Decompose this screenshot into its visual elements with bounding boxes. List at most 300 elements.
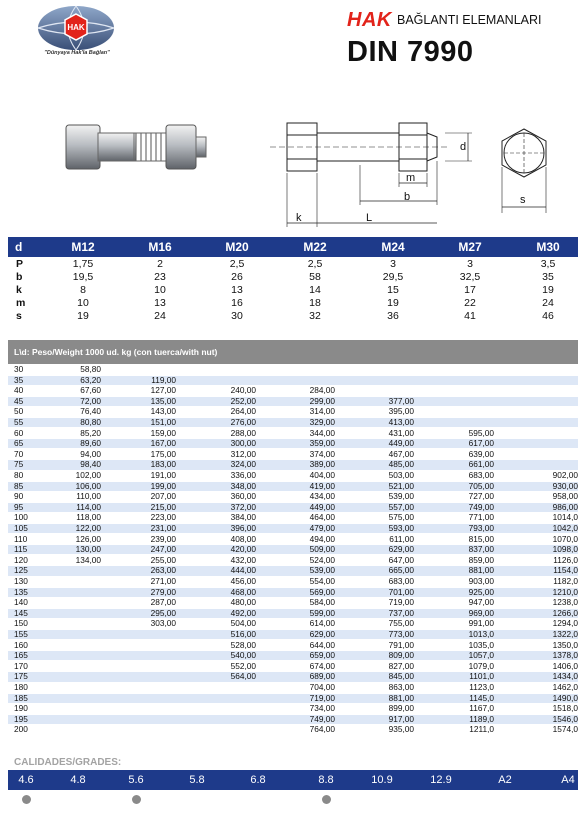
weight-cell: 58,80 <box>80 364 101 374</box>
dim-label-k: k <box>296 212 302 224</box>
weight-cell: 1042,0 <box>552 523 578 533</box>
weight-cell: 279,00 <box>150 586 176 597</box>
weight-cell: 903,00 <box>468 576 494 586</box>
weight-row-length: 170 <box>14 660 28 671</box>
weight-cell: 665,00 <box>388 565 414 576</box>
weight-cell: 167,00 <box>150 438 176 449</box>
weight-row <box>8 694 578 703</box>
weight-cell: 1210,0 <box>552 586 578 597</box>
weight-cell: 223,00 <box>150 512 176 523</box>
weight-row <box>8 386 578 395</box>
weight-cell: 1490,0 <box>552 692 578 703</box>
weight-cell: 991,00 <box>468 618 494 629</box>
weight-row <box>8 556 578 565</box>
dimension-cell: 8 <box>80 284 86 296</box>
weight-row <box>8 365 578 374</box>
weight-cell: 287,00 <box>150 597 176 608</box>
weight-cell: 110,00 <box>76 491 101 502</box>
weight-cell: 183,00 <box>150 459 176 470</box>
weight-cell: 1378,0 <box>552 650 578 661</box>
size-header-m20: M20 <box>225 240 249 254</box>
grade-label: 8.8 <box>318 774 334 786</box>
dimension-cell: 13 <box>154 297 166 309</box>
weight-row-length: 115 <box>14 544 28 555</box>
weight-cell: 595,00 <box>468 427 494 438</box>
brand-name: HAK <box>347 9 392 31</box>
weight-row-length: 80 <box>14 470 24 480</box>
weight-cell: 593,00 <box>388 523 414 533</box>
weight-row-length: 195 <box>14 713 28 724</box>
weight-cell: 271,00 <box>150 576 176 586</box>
weight-cell: 118,00 <box>76 512 101 523</box>
weight-cell: 719,00 <box>309 692 335 703</box>
weight-cell: 76,40 <box>80 406 101 417</box>
weight-row-length: 175 <box>14 671 28 682</box>
weight-cell: 827,00 <box>388 660 414 671</box>
weight-cell: 947,00 <box>468 597 494 608</box>
weight-cell: 72,00 <box>80 395 101 406</box>
weight-cell: 239,00 <box>150 533 176 544</box>
weight-row-length: 135 <box>14 586 28 597</box>
weight-cell: 63,20 <box>80 374 101 385</box>
weight-row-length: 180 <box>14 682 28 692</box>
weight-row <box>8 545 578 554</box>
dimension-cell: 22 <box>464 297 476 309</box>
weight-cell: 859,00 <box>468 554 494 565</box>
weight-cell: 444,00 <box>230 565 256 576</box>
weight-cell: 935,00 <box>388 724 414 735</box>
weight-cell: 419,00 <box>309 480 335 491</box>
weight-cell: 348,00 <box>230 480 256 491</box>
weight-cell: 1182,0 <box>553 576 578 586</box>
dimension-cell: 10 <box>154 284 166 296</box>
weight-cell: 303,00 <box>150 618 176 629</box>
weight-cell: 420,00 <box>230 544 256 555</box>
weight-cell: 809,00 <box>388 650 414 661</box>
weight-row-length: 120 <box>14 554 28 565</box>
weight-cell: 503,00 <box>388 470 414 480</box>
dimension-cell: 15 <box>387 284 399 296</box>
weight-cell: 1101,0 <box>469 671 494 682</box>
weight-cell: 683,00 <box>388 576 414 586</box>
weight-row <box>8 577 578 586</box>
dimension-cell: 3,5 <box>540 258 556 270</box>
weight-row <box>8 651 578 660</box>
weight-cell: 516,00 <box>230 629 256 639</box>
weight-cell: 575,00 <box>388 512 414 523</box>
weight-cell: 629,00 <box>309 629 335 639</box>
dimension-cell: 30 <box>231 310 243 322</box>
weight-cell: 231,00 <box>150 523 176 533</box>
grades-title: CALIDADES/GRADES: <box>14 757 122 768</box>
weight-cell: 1238,0 <box>552 597 578 608</box>
weight-cell: 98,40 <box>80 459 101 470</box>
dimension-cell: 29,5 <box>382 271 404 283</box>
weight-row-length: 95 <box>14 501 24 512</box>
weight-cell: 284,00 <box>309 385 335 396</box>
weight-row <box>8 397 578 406</box>
weight-cell: 930,00 <box>552 480 578 491</box>
weight-cell: 135,00 <box>150 395 176 406</box>
dimension-cell: 14 <box>309 284 321 296</box>
weight-cell: 1574,0 <box>552 724 578 735</box>
weight-cell: 611,00 <box>389 533 414 544</box>
weight-row <box>8 630 578 639</box>
weight-cell: 494,00 <box>309 533 335 544</box>
weight-cell: 1126,0 <box>553 554 578 565</box>
brand-subtitle: BAĞLANTI ELEMANLARI <box>397 13 542 27</box>
weight-row-length: 140 <box>14 597 28 608</box>
weight-cell: 467,00 <box>388 448 414 459</box>
weight-cell: 504,00 <box>230 618 256 629</box>
dim-label-L: L <box>366 212 373 224</box>
weight-row <box>8 524 578 533</box>
weight-cell: 89,60 <box>80 438 101 449</box>
weight-cell: 384,00 <box>230 512 256 523</box>
weight-cell: 659,00 <box>309 650 335 661</box>
weight-cell: 408,00 <box>230 533 256 544</box>
grade-label: 5.6 <box>128 774 144 786</box>
weight-cell: 1014,0 <box>552 512 578 523</box>
logo-text: HAK <box>67 23 85 32</box>
weight-cell: 431,00 <box>388 427 414 438</box>
weight-cell: 336,00 <box>230 470 256 480</box>
weight-cell: 276,00 <box>230 417 256 427</box>
grade-label: 10.9 <box>371 774 393 786</box>
weight-cell: 134,00 <box>75 554 101 565</box>
dimension-cell: 26 <box>231 271 243 283</box>
grade-available-dot-icon <box>322 795 331 804</box>
weight-cell: 539,00 <box>309 565 335 576</box>
weight-cell: 80,80 <box>80 417 101 427</box>
weight-row-length: 40 <box>14 385 24 396</box>
dimension-row-b <box>8 271 578 284</box>
weight-table-header <box>8 340 578 364</box>
logo-tagline: "Dünyaya Hak'la Bağlan" <box>44 50 110 56</box>
weight-cell: 925,00 <box>468 586 494 597</box>
weight-row <box>8 683 578 692</box>
weight-cell: 1035,0 <box>468 639 494 650</box>
grade-label: 6.8 <box>250 774 266 786</box>
weight-cell: 300,00 <box>230 438 256 449</box>
weight-cell: 540,00 <box>230 650 256 661</box>
weight-row-length: 130 <box>14 576 28 586</box>
weight-row-length: 155 <box>14 629 28 639</box>
weight-cell: 557,00 <box>388 501 414 512</box>
weight-cell: 771,00 <box>468 512 494 523</box>
weight-cell: 114,00 <box>76 501 101 512</box>
weight-cell: 1098,0 <box>552 544 578 555</box>
dimension-cell: 32 <box>309 310 321 322</box>
weight-row-length: 165 <box>14 650 28 661</box>
weight-cell: 737,00 <box>388 607 414 618</box>
weight-cell: 749,00 <box>468 501 494 512</box>
weight-cell: 1070,0 <box>552 533 578 544</box>
weight-row <box>8 492 578 501</box>
bolt-photo-icon <box>66 125 206 169</box>
weight-cell: 1546,0 <box>552 713 578 724</box>
weight-cell: 791,00 <box>388 639 414 650</box>
dimension-cell: 19 <box>387 297 399 309</box>
weight-cell: 480,00 <box>230 597 256 608</box>
dimension-cell: 3 <box>390 258 396 270</box>
weight-cell: 389,00 <box>309 459 335 470</box>
grade-label: A2 <box>498 774 512 786</box>
weight-cell: 1406,0 <box>552 660 578 671</box>
weight-cell: 143,00 <box>150 406 176 417</box>
weight-cell: 359,00 <box>309 438 335 449</box>
grade-label: 5.8 <box>189 774 205 786</box>
dim-label-s: s <box>520 194 526 206</box>
dimension-cell: 58 <box>309 271 321 283</box>
weight-cell: 1350,0 <box>552 639 578 650</box>
weight-cell: 215,00 <box>150 501 176 512</box>
weight-cell: 1145,0 <box>469 692 494 703</box>
weight-row <box>8 619 578 628</box>
weight-cell: 456,00 <box>230 576 256 586</box>
weight-cell: 413,00 <box>388 417 414 427</box>
weight-cell: 207,00 <box>150 491 176 502</box>
weight-cell: 396,00 <box>230 523 256 533</box>
weight-row <box>8 672 578 681</box>
dimension-row-label: P <box>16 258 24 270</box>
weight-row <box>8 704 578 713</box>
weight-cell: 845,00 <box>388 671 414 682</box>
weight-row <box>8 535 578 544</box>
weight-row <box>8 588 578 597</box>
grade-available-dot-icon <box>132 795 141 804</box>
dimension-cell: 19 <box>77 310 89 322</box>
weight-row <box>8 503 578 512</box>
weight-row-length: 90 <box>14 491 24 502</box>
weight-cell: 374,00 <box>309 448 335 459</box>
weight-cell: 639,00 <box>468 448 494 459</box>
weight-cell: 94,00 <box>80 448 101 459</box>
weight-row <box>8 418 578 427</box>
weight-cell: 175,00 <box>150 448 176 459</box>
dimension-header-label: d <box>15 240 23 254</box>
weight-cell: 554,00 <box>309 576 335 586</box>
weight-cell: 199,00 <box>150 480 176 491</box>
weight-cell: 521,00 <box>388 480 414 491</box>
weight-row <box>8 439 578 448</box>
weight-cell: 1211,0 <box>469 724 494 735</box>
weight-cell: 449,00 <box>388 438 414 449</box>
dimension-cell: 2,5 <box>307 258 323 270</box>
weight-cell: 837,00 <box>468 544 494 555</box>
size-header-m22: M22 <box>303 240 327 254</box>
dimension-row-label: b <box>16 271 23 283</box>
weight-row <box>8 725 578 734</box>
weight-cell: 539,00 <box>388 491 414 502</box>
dimension-row-label: k <box>16 284 22 296</box>
weight-row <box>8 482 578 491</box>
weight-cell: 252,00 <box>230 395 256 406</box>
weight-row <box>8 715 578 724</box>
weight-cell: 1518,0 <box>552 703 578 714</box>
weight-cell: 492,00 <box>230 607 256 618</box>
dimension-cell: 24 <box>542 297 554 309</box>
dimension-cell: 35 <box>542 271 554 283</box>
weight-cell: 881,00 <box>388 692 414 703</box>
weight-cell: 288,00 <box>230 427 256 438</box>
weight-row <box>8 407 578 416</box>
weight-row <box>8 662 578 671</box>
weight-row-length: 105 <box>14 523 28 533</box>
weight-cell: 509,00 <box>309 544 335 555</box>
grade-label: 4.8 <box>70 774 86 786</box>
weight-cell: 1266,0 <box>552 607 578 618</box>
weight-row <box>8 429 578 438</box>
size-header-m12: M12 <box>71 240 95 254</box>
bolt-drawings <box>0 95 586 235</box>
weight-cell: 661,00 <box>468 459 494 470</box>
weight-row <box>8 609 578 618</box>
weight-cell: 468,00 <box>230 586 256 597</box>
weight-cell: 584,00 <box>309 597 335 608</box>
weight-row-length: 85 <box>14 480 24 491</box>
weight-cell: 1123,0 <box>469 682 494 692</box>
size-header-m27: M27 <box>458 240 482 254</box>
dimension-cell: 32,5 <box>459 271 481 283</box>
weight-cell: 599,00 <box>309 607 335 618</box>
weight-cell: 372,00 <box>230 501 256 512</box>
weight-cell: 130,00 <box>75 544 101 555</box>
weight-row <box>8 450 578 459</box>
weight-cell: 264,00 <box>230 406 256 417</box>
weight-cell: 704,00 <box>309 682 335 692</box>
size-header-m30: M30 <box>536 240 560 254</box>
weight-row-length: 45 <box>14 395 24 406</box>
weight-cell: 151,00 <box>150 417 176 427</box>
weight-row-length: 190 <box>14 703 28 714</box>
weight-cell: 773,00 <box>388 629 414 639</box>
weight-cell: 122,00 <box>75 523 101 533</box>
weight-cell: 247,00 <box>150 544 176 555</box>
weight-cell: 764,00 <box>309 724 335 735</box>
weight-cell: 295,00 <box>150 607 176 618</box>
weight-cell: 569,00 <box>309 586 335 597</box>
weight-cell: 614,00 <box>309 618 335 629</box>
weight-cell: 552,00 <box>230 660 256 671</box>
dimension-cell: 19,5 <box>72 271 94 283</box>
weight-row-length: 75 <box>14 459 24 470</box>
dimension-row-label: m <box>16 297 26 309</box>
weight-row-length: 110 <box>14 533 28 544</box>
dimension-row-label: s <box>16 310 22 322</box>
weight-row-length: 55 <box>14 417 24 427</box>
weight-cell: 881,00 <box>468 565 494 576</box>
weight-cell: 815,00 <box>468 533 494 544</box>
weight-row-length: 100 <box>14 512 28 523</box>
weight-cell: 464,00 <box>309 512 335 523</box>
weight-row-length: 35 <box>14 374 24 385</box>
weight-cell: 564,00 <box>230 671 256 682</box>
weight-row-length: 200 <box>14 724 28 735</box>
weight-cell: 324,00 <box>230 459 256 470</box>
weight-cell: 106,00 <box>75 480 101 491</box>
weight-cell: 705,00 <box>468 480 494 491</box>
weight-cell: 240,00 <box>230 385 256 396</box>
weight-cell: 395,00 <box>388 406 414 417</box>
dim-label-m: m <box>406 172 416 184</box>
dimension-cell: 18 <box>309 297 321 309</box>
weight-cell: 647,00 <box>388 554 414 565</box>
dimension-cell: 36 <box>387 310 399 322</box>
weight-row <box>8 460 578 469</box>
weight-cell: 377,00 <box>388 395 414 406</box>
weight-row-length: 30 <box>14 364 24 374</box>
weight-cell: 1154,0 <box>553 565 578 576</box>
weight-cell: 329,00 <box>309 417 335 427</box>
weight-cell: 299,00 <box>309 395 335 406</box>
dimension-cell: 2,5 <box>229 258 245 270</box>
weight-cell: 689,00 <box>309 671 335 682</box>
grade-available-dot-icon <box>22 795 31 804</box>
weight-header-label: L\d: Peso/Weight 1000 ud. kg (con tuerca/with nut) <box>14 347 218 357</box>
weight-cell: 85,20 <box>80 427 101 438</box>
weight-cell: 191,00 <box>150 470 176 480</box>
weight-cell: 1167,0 <box>469 703 494 714</box>
weight-row <box>8 641 578 650</box>
grade-label: A4 <box>561 774 575 786</box>
weight-cell: 449,00 <box>309 501 335 512</box>
weight-cell: 1013,0 <box>468 629 494 639</box>
weight-cell: 755,00 <box>388 618 414 629</box>
weight-cell: 734,00 <box>309 703 335 714</box>
dimension-cell: 13 <box>231 284 243 296</box>
weight-row <box>8 513 578 522</box>
grade-label: 4.6 <box>18 774 34 786</box>
weight-cell: 629,00 <box>388 544 414 555</box>
weight-cell: 159,00 <box>150 427 176 438</box>
dimension-cell: 10 <box>77 297 89 309</box>
weight-cell: 1189,0 <box>469 713 494 724</box>
dimension-cell: 1,75 <box>72 258 94 270</box>
dimension-cell: 46 <box>542 310 554 322</box>
weight-row-length: 150 <box>14 618 28 629</box>
weight-cell: 528,00 <box>230 639 256 650</box>
standard-title: DIN 7990 <box>347 36 474 68</box>
weight-cell: 683,00 <box>468 470 494 480</box>
weight-cell: 434,00 <box>309 491 335 502</box>
weight-row <box>8 471 578 480</box>
weight-cell: 1322,0 <box>552 629 578 639</box>
weight-cell: 749,00 <box>309 713 335 724</box>
size-header-m24: M24 <box>381 240 405 254</box>
weight-cell: 67,60 <box>80 385 101 396</box>
weight-cell: 863,00 <box>388 682 414 692</box>
weight-row-length: 70 <box>14 448 24 459</box>
weight-cell: 902,00 <box>552 470 578 480</box>
dimension-cell: 24 <box>154 310 166 322</box>
dimension-cell: 19 <box>542 284 554 296</box>
weight-cell: 263,00 <box>150 565 176 576</box>
dimension-row-m <box>8 297 578 310</box>
dimension-row-k <box>8 284 578 297</box>
grades-bar <box>8 770 578 790</box>
grade-label: 12.9 <box>430 774 452 786</box>
weight-cell: 255,00 <box>150 554 176 565</box>
weight-row-length: 125 <box>14 565 28 576</box>
weight-cell: 719,00 <box>388 597 414 608</box>
weight-row-length: 50 <box>14 406 24 417</box>
dimension-cell: 2 <box>157 258 163 270</box>
dimension-row-s <box>8 310 578 323</box>
dim-label-d: d <box>460 141 467 153</box>
weight-cell: 127,00 <box>150 385 176 396</box>
dim-label-b: b <box>404 191 411 203</box>
